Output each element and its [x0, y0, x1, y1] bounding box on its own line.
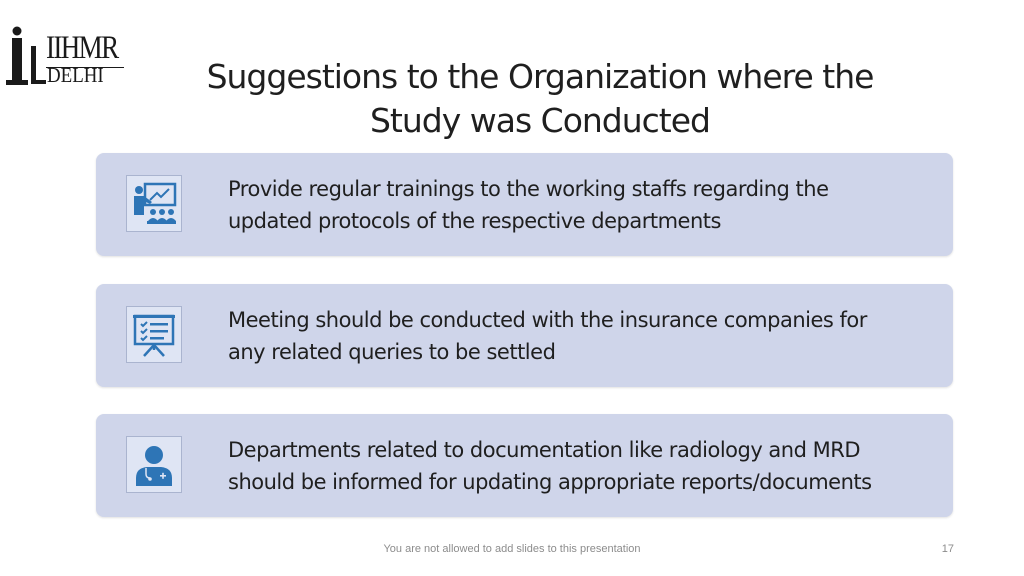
logo-mark-icon — [6, 26, 28, 86]
checklist-board-icon — [131, 312, 177, 358]
doctor-person-icon — [131, 442, 177, 488]
card-text-line-1: Provide regular trainings to the working staffs regarding the — [228, 177, 829, 201]
suggestion-card-training — [96, 153, 953, 256]
suggestion-card-documentation — [96, 414, 953, 517]
card-icon-box — [126, 436, 182, 493]
iihmr-delhi-logo — [6, 26, 122, 88]
card-text-line-1: Departments related to documentation like radiology and MRD — [228, 438, 860, 462]
card-text — [228, 173, 928, 237]
card-icon-box — [126, 175, 182, 232]
card-text-line-2: any related queries to be settled — [228, 340, 556, 364]
footer-notice: You are not allowed to add slides to this presentation — [383, 543, 641, 555]
card-text-line-2: should be informed for updating appropriate reports/documents — [228, 470, 872, 494]
slide-title-line-2: Study was Conducted — [369, 101, 710, 140]
card-icon-box — [126, 306, 182, 363]
card-text-line-2: updated protocols of the respective departments — [228, 209, 721, 233]
slide-title-line-1: Suggestions to the Organization where the — [206, 57, 874, 96]
logo-l-mark-icon — [28, 46, 46, 86]
logo-text: IIHMR — [46, 30, 118, 66]
card-text — [228, 304, 928, 368]
logo-subtext: DELHI — [47, 63, 104, 87]
suggestion-card-insurance — [96, 284, 953, 387]
card-text-line-1: Meeting should be conducted with the insurance companies for — [228, 308, 867, 332]
training-presentation-icon — [131, 181, 177, 227]
page-number: 17 — [941, 543, 954, 555]
slide-title — [140, 55, 940, 143]
card-text — [228, 434, 928, 498]
